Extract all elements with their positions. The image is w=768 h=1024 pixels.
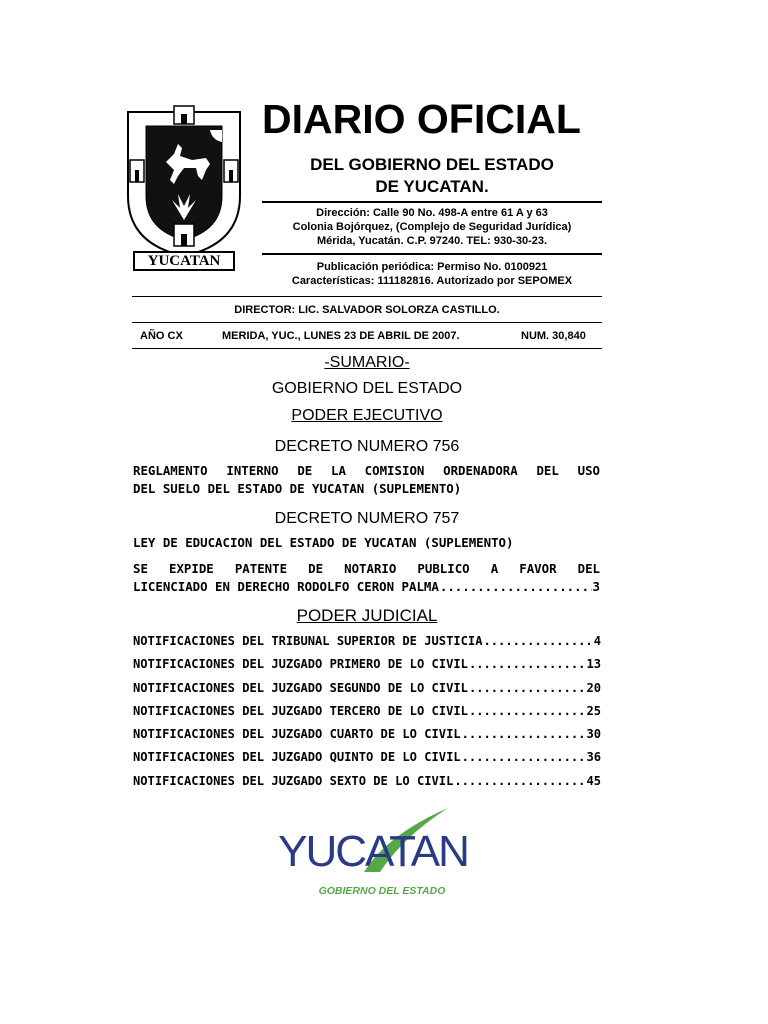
divider	[132, 348, 602, 349]
page-title: DIARIO OFICIAL	[262, 96, 581, 142]
list-item	[133, 727, 601, 750]
decreto-756-line-1: REGLAMENTO INTERNO DE LA COMISION ORDENADORA DEL USO	[133, 463, 600, 478]
issue-number: NUM. 30,840	[521, 330, 586, 342]
list-item	[133, 750, 601, 773]
year-label: AÑO CX	[140, 330, 183, 342]
divider	[262, 253, 602, 255]
patente-entry	[133, 560, 600, 596]
list-item-page: 13	[586, 657, 601, 672]
coat-of-arms	[122, 104, 246, 276]
patente-row	[133, 578, 600, 596]
list-item-label: NOTIFICACIONES DEL JUZGADO QUINTO DE LO CIVIL	[133, 750, 461, 765]
leader-dots	[440, 578, 592, 596]
list-item-label: NOTIFICACIONES DEL JUZGADO SEXTO DE LO CIVIL	[133, 773, 454, 788]
logo-tagline: GOBIERNO DEL ESTADO	[318, 885, 446, 897]
divider	[262, 201, 602, 203]
subtitle-line-1: DEL GOBIERNO DEL ESTADO	[310, 155, 554, 174]
address-line-3: Mérida, Yucatán. C.P. 97240. TEL: 930-30-23.	[316, 235, 548, 247]
leader-dots	[454, 774, 585, 788]
list-item-page: 20	[586, 680, 601, 695]
decreto-756-text	[133, 462, 600, 498]
list-item-label: NOTIFICACIONES DEL JUZGADO PRIMERO DE LO CIVIL	[133, 657, 468, 672]
list-item	[133, 774, 601, 797]
list-item-page: 4	[593, 634, 601, 648]
director-line: DIRECTOR: LIC. SALVADOR SOLORZA CASTILLO.	[234, 304, 500, 316]
list-item-page: 45	[586, 773, 601, 788]
leader-dots	[469, 657, 586, 671]
list-item-label: NOTIFICACIONES DEL JUZGADO SEGUNDO DE LO CIVIL	[133, 680, 468, 695]
list-item-page: 30	[586, 727, 601, 742]
decreto-757-heading: DECRETO NUMERO 757	[274, 510, 460, 527]
address-line-1: Dirección: Calle 90 No. 498-A entre 61 A y 63	[316, 207, 548, 219]
address-line-2: Colonia Bojórquez, (Complejo de Seguridad Jurídica)	[292, 221, 572, 233]
logo-word: YUCATAN	[278, 827, 468, 876]
yucatan-logo	[268, 806, 478, 902]
publication-line-1: Publicación periódica: Permiso No. 0100921	[316, 261, 548, 273]
list-item-label: NOTIFICACIONES DEL TRIBUNAL SUPERIOR DE JUSTICIA	[133, 634, 483, 648]
list-item-page: 36	[586, 750, 601, 765]
section-poder-ejecutivo: PODER EJECUTIVO	[291, 407, 443, 424]
section-poder-judicial: PODER JUDICIAL	[296, 606, 438, 625]
date-label: MERIDA, YUC., LUNES 23 DE ABRIL DE 2007.	[222, 330, 460, 342]
crest-label: YUCATAN	[147, 253, 221, 269]
summary-heading: -SUMARIO-	[324, 354, 410, 371]
publication-block	[262, 260, 602, 288]
list-item	[133, 681, 601, 704]
decreto-756-heading: DECRETO NUMERO 756	[274, 438, 460, 455]
list-item-label: NOTIFICACIONES DEL JUZGADO TERCERO DE LO CIVIL	[133, 703, 468, 718]
address-block	[262, 206, 602, 248]
patente-line-2: LICENCIADO EN DERECHO RODOLFO CERON PALMA	[133, 579, 439, 594]
decreto-756-line-2: DEL SUELO DEL ESTADO DE YUCATAN (SUPLEMENTO)	[133, 481, 462, 496]
divider	[132, 296, 602, 297]
list-item-page: 25	[586, 703, 601, 718]
subtitle	[262, 154, 602, 198]
patente-page: 3	[592, 579, 600, 594]
judicial-list	[133, 634, 601, 797]
decreto-757-text: LEY DE EDUCACION DEL ESTADO DE YUCATAN (SUPLEMENTO)	[133, 535, 514, 550]
list-item	[133, 704, 601, 727]
section-gobierno: GOBIERNO DEL ESTADO	[271, 380, 463, 397]
patente-line-1: SE EXPIDE PATENTE DE NOTARIO PUBLICO A FAVOR DEL	[133, 561, 600, 576]
list-item-label: NOTIFICACIONES DEL JUZGADO CUARTO DE LO CIVIL	[133, 727, 461, 742]
divider	[132, 322, 602, 323]
publication-line-2: Características: 111182816. Autorizado por SEPOMEX	[291, 275, 573, 287]
list-item	[133, 634, 601, 657]
list-item	[133, 657, 601, 680]
subtitle-line-2: DE YUCATAN.	[375, 177, 489, 196]
leader-dots	[469, 704, 586, 718]
leader-dots	[469, 681, 586, 695]
leader-dots	[484, 634, 593, 648]
leader-dots	[462, 727, 586, 741]
leader-dots	[462, 750, 586, 764]
